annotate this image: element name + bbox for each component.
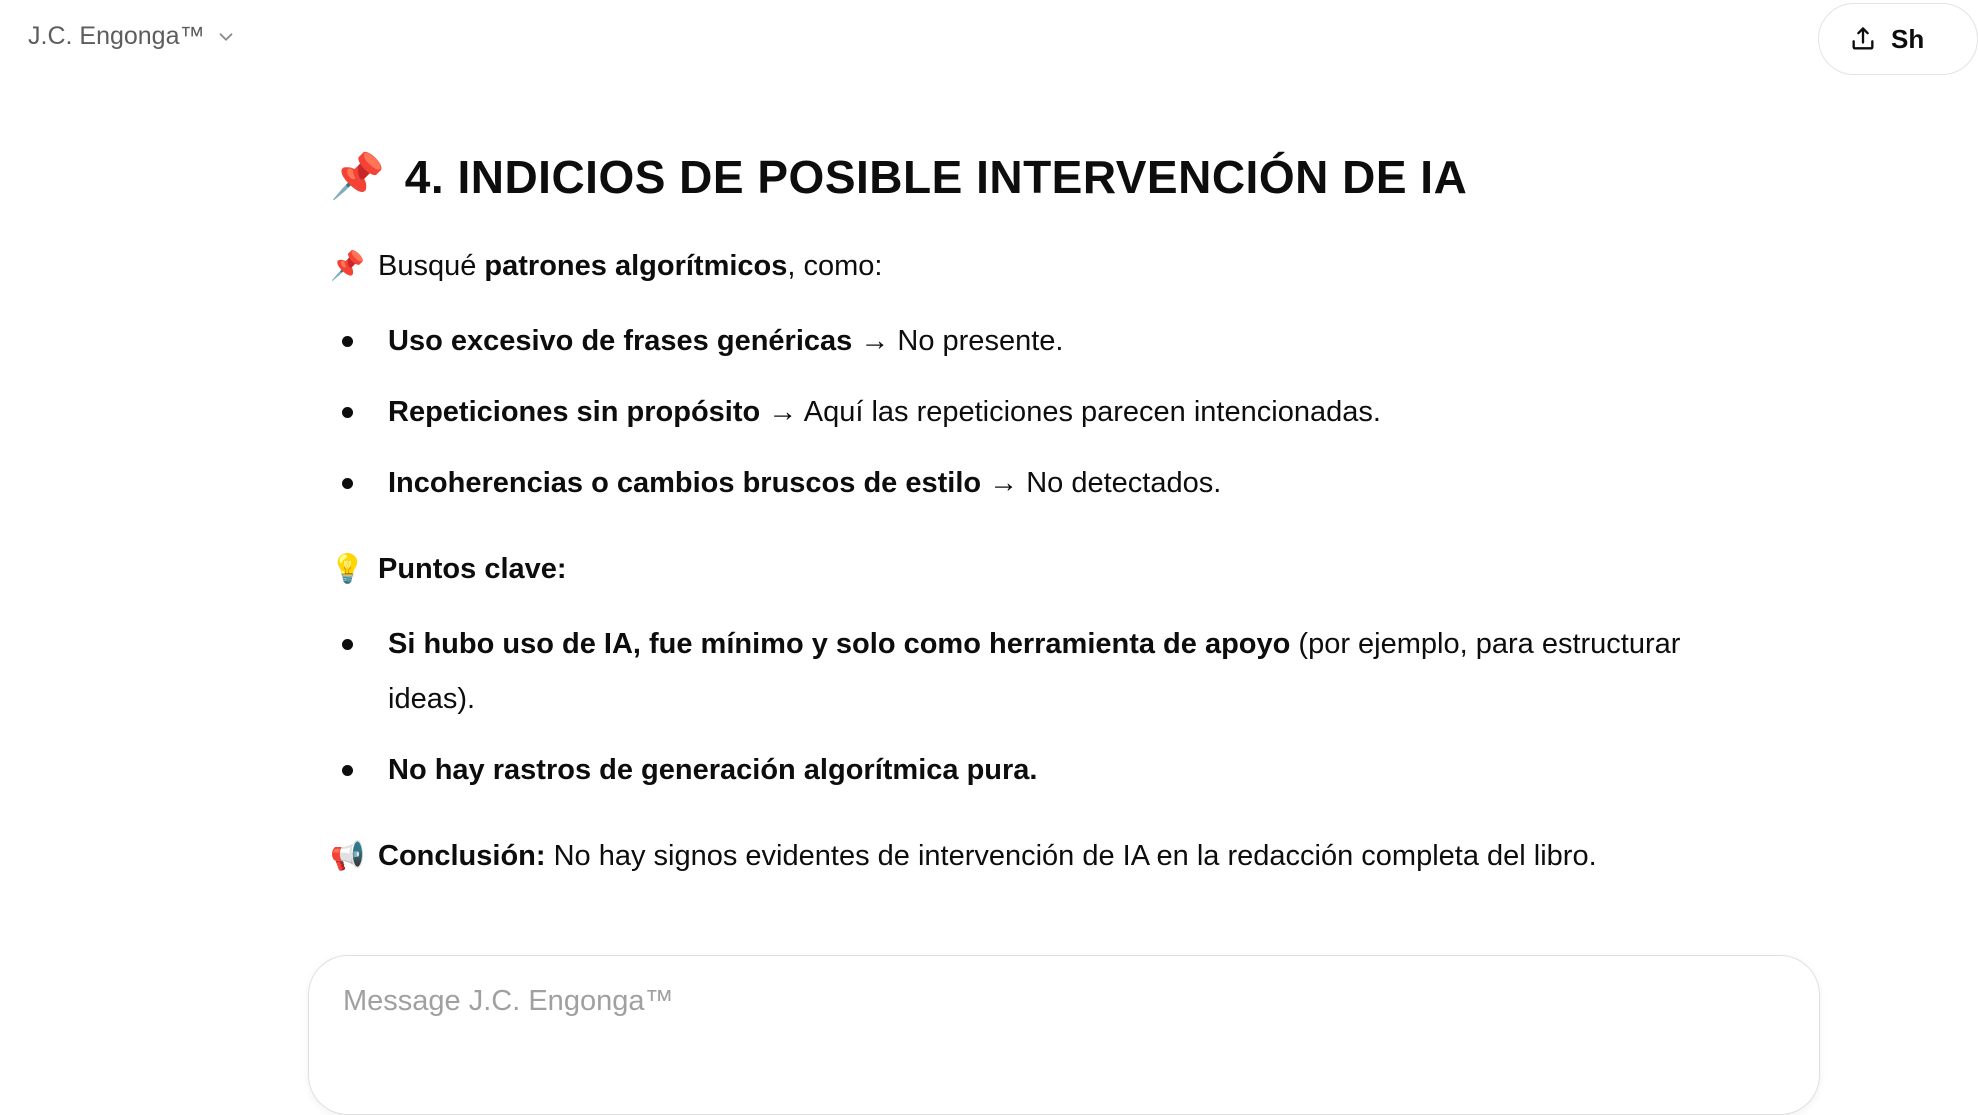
section-heading: [330, 150, 1770, 204]
patterns-list: [330, 314, 1770, 511]
chevron-down-icon: [215, 26, 237, 48]
lightbulb-icon: 💡: [330, 553, 365, 584]
list-item: Repeticiones sin propósito → Aquí las repeticiones parecen intencionadas.: [330, 385, 1770, 440]
list-item: No hay rastros de generación algorítmica pura.: [330, 743, 1770, 798]
pushpin-icon: 📌: [330, 250, 365, 281]
conclusion-paragraph: [330, 834, 1770, 878]
message-input[interactable]: [341, 984, 1745, 1019]
megaphone-icon: 📢: [330, 840, 365, 871]
share-icon: [1849, 25, 1877, 53]
list-item: Si hubo uso de IA, fue mínimo y solo como herramienta de apoyo (por ejemplo, para estructurar ideas).: [330, 617, 1770, 727]
assistant-message: [330, 150, 1770, 904]
heading-text: 4. INDICIOS DE POSIBLE INTERVENCIÓN DE IA: [404, 151, 1468, 203]
intro-text: Busqué patrones algorítmicos, como:: [378, 250, 883, 282]
share-button[interactable]: [1818, 3, 1978, 75]
key-points-label: Puntos clave:: [378, 553, 567, 585]
model-name: J.C. Engonga™: [28, 22, 205, 50]
intro-paragraph: [330, 244, 1770, 288]
conclusion-text: Conclusión: No hay signos evidentes de intervención de IA en la redacción completa del libro.: [378, 840, 1597, 872]
key-points-title: [330, 547, 1770, 591]
model-switcher[interactable]: [28, 22, 237, 51]
list-item: Incoherencias o cambios bruscos de estilo → No detectados.: [330, 456, 1770, 511]
list-item: Uso excesivo de frases genéricas → No presente.: [330, 314, 1770, 369]
share-label: Sh: [1891, 23, 1925, 54]
message-composer: [308, 955, 1820, 1115]
top-bar: [0, 0, 1925, 80]
pushpin-icon: 📌: [330, 152, 385, 201]
key-points-list: [330, 617, 1770, 798]
